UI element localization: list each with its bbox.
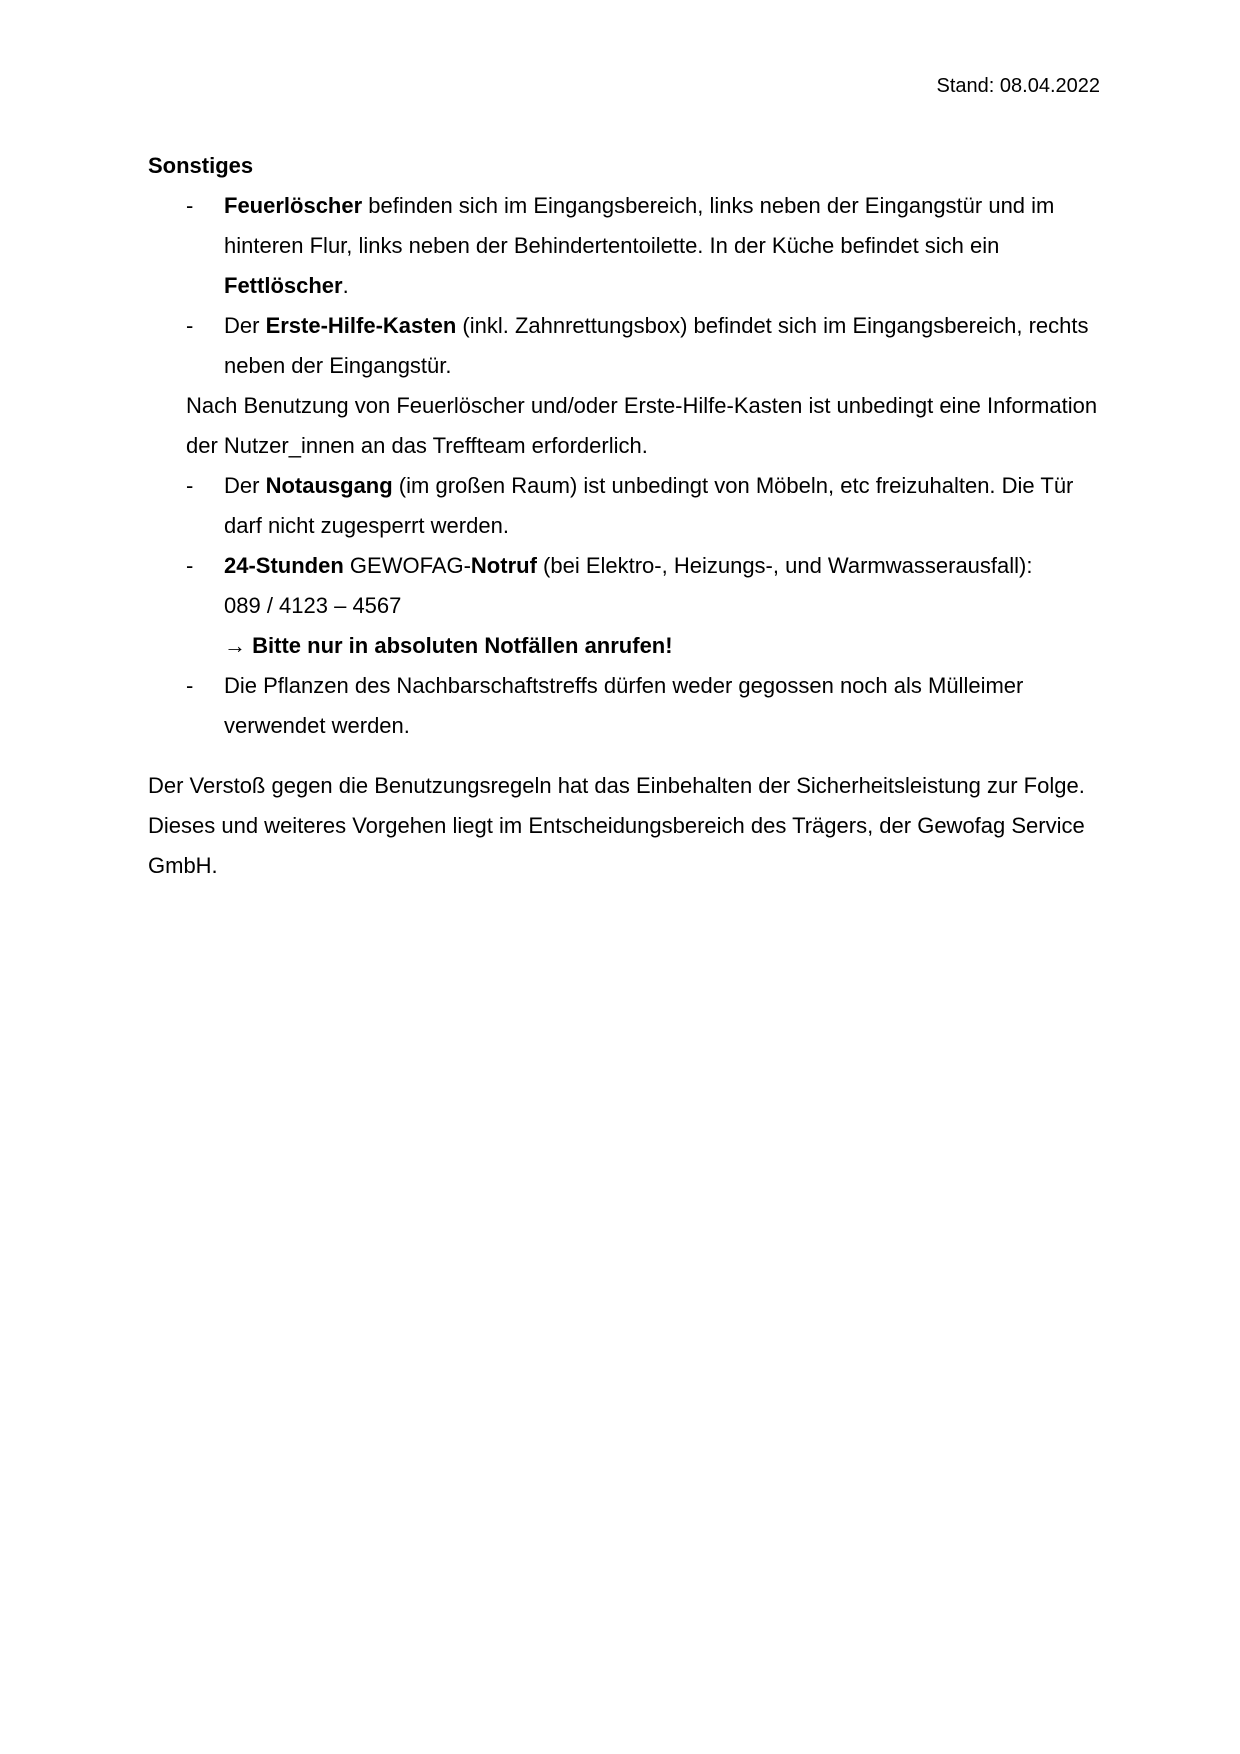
- emergency-exit-pre: Der: [224, 473, 266, 498]
- first-aid-label: Erste-Hilfe-Kasten: [265, 313, 457, 338]
- list-dash: -: [186, 673, 194, 698]
- fire-extinguisher-end: .: [342, 273, 349, 298]
- fire-extinguisher-text: befinden sich im Eingangsbereich, links neben der Eingangstür und im hinteren Flur, links neben der Behindertentoilette. In der Küche befindet sich ein: [224, 193, 1055, 258]
- list-item-emergency-exit: [148, 466, 1108, 546]
- emergency-phone-number: 089 / 4123 – 4567: [224, 593, 402, 618]
- list-item-first-aid: [148, 306, 1108, 386]
- list-item-plants: [148, 666, 1108, 746]
- plants-text: Die Pflanzen des Nachbarschaftstreffs dürfen weder gegossen noch als Mülleimer verwendet werden.: [224, 673, 1024, 738]
- list-item-emergency-call: [148, 546, 1108, 666]
- gewofag-text: GEWOFAG-: [343, 553, 471, 578]
- list-dash: -: [186, 553, 194, 578]
- first-aid-pre: Der: [224, 313, 266, 338]
- hours-label: 24-Stunden: [224, 553, 344, 578]
- emergency-call-text: (bei Elektro-, Heizungs-, und Warmwasserausfall):: [536, 553, 1033, 578]
- list-item-fire-extinguisher: [148, 186, 1108, 306]
- fire-extinguisher-label: Feuerlöscher: [224, 193, 363, 218]
- emergency-exit-text: (im großen Raum) ist unbedingt von Möbeln, etc freizuhalten. Die Tür darf nicht zugesperrt werden.: [224, 473, 1074, 538]
- notruf-label: Notruf: [470, 553, 537, 578]
- date-stamp: Stand: 08.04.2022: [936, 75, 1100, 97]
- usage-note: Nach Benutzung von Feuerlöscher und/oder Erste-Hilfe-Kasten ist unbedingt eine Information der Nutzer_innen an das Treffteam erforderlich.: [186, 393, 1098, 458]
- document-body: [148, 146, 1108, 886]
- grease-extinguisher-label: Fettlöscher: [224, 273, 343, 298]
- list-dash: -: [186, 313, 194, 338]
- arrow-right-icon: →: [224, 633, 246, 658]
- first-aid-text: (inkl. Zahnrettungsbox) befindet sich im Eingangsbereich, rechts neben der Eingangstür.: [224, 313, 1089, 378]
- list-dash: -: [186, 473, 194, 498]
- list-dash: -: [186, 193, 194, 218]
- section-title: Sonstiges: [148, 153, 254, 178]
- closing-paragraph: Der Verstoß gegen die Benutzungsregeln hat das Einbehalten der Sicherheitsleistung zur Folge. Dieses und weiteres Vorgehen liegt im Entscheidungsbereich des Trägers, der Gewofag Service GmbH.: [148, 773, 1085, 878]
- emergency-exit-label: Notausgang: [265, 473, 393, 498]
- emergency-warning: Bitte nur in absoluten Notfällen anrufen!: [252, 633, 673, 658]
